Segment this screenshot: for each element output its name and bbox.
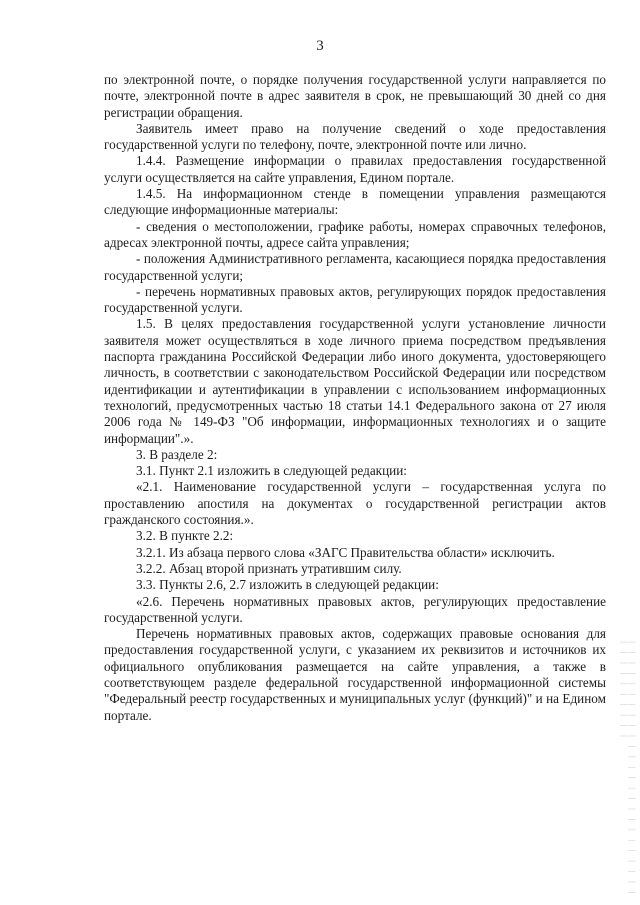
- paragraph: 1.4.5. На информационном стенде в помещении управления размещаются следующие информационные материалы:: [104, 186, 606, 218]
- document-body: [104, 72, 606, 724]
- scan-edge-mark: | | | | | | | | | | | | | | | | | | | | | | | | | | | | | | | | | | |: [620, 640, 636, 896]
- paragraph: Перечень нормативных правовых актов, содержащих правовые основания для предоставления государственной услуги, с указанием их реквизитов и источников их официального опубликования размещается на сайте управления, а также в соответствующем разделе федеральной государственной информационной системы "Федеральный реестр государственных и муниципальных услуг (функций)" и на Едином портале.: [104, 626, 606, 723]
- paragraph: - положения Административного регламента, касающиеся порядка предоставления государственной услуги;: [104, 251, 606, 283]
- paragraph: 3.2.2. Абзац второй признать утратившим силу.: [136, 560, 402, 576]
- paragraph: 3.1. Пункт 2.1 изложить в следующей редакции:: [136, 463, 407, 479]
- paragraph: 1.5. В целях предоставления государственной услуги установление личности заявителя может осуществляться в ходе личного приема посредством предъявления паспорта гражданина Российской Федерации либо иного документа, удостоверяющего личность, в соответствии с законодательством Российской Федерации или посредством идентификации и аутентификации в управлении с использованием информационных технологий, предусмотренных частью 18 статьи 14.1 Федерального закона от 27 июля 2006 года № 149-ФЗ "Об информации, информационных технологиях и о защите информации".».: [104, 316, 606, 446]
- paragraph: Заявитель имеет право на получение сведений о ходе предоставления государственной услуги по телефону, почте, электронной почте или лично.: [104, 120, 606, 153]
- paragraph: - сведения о местоположении, графике работы, номерах справочных телефонов, адресах электронной почты, адресе сайта управления;: [104, 218, 606, 250]
- paragraph: 1.4.4. Размещение информации о правилах предоставления государственной услуги осуществляется на сайте управления, Едином портале.: [104, 153, 606, 185]
- paragraph: - перечень нормативных правовых актов, регулирующих порядок предоставления государственной услуги.: [104, 283, 606, 316]
- paragraph: 3.3. Пункты 2.6, 2.7 изложить в следующей редакции:: [136, 577, 439, 593]
- page-number: 3: [316, 38, 324, 54]
- paragraph: 3.2.1. Из абзаца первого слова «ЗАГС Правительства области» исключить.: [136, 544, 555, 560]
- paragraph: «2.1. Наименование государственной услуги – государственная услуга по проставлению апостиля на документах о государственной регистрации актов гражданского состояния.».: [104, 479, 606, 528]
- paragraph: 3.2. В пункте 2.2:: [136, 528, 234, 544]
- paragraph: по электронной почте, о порядке получения государственной услуги направляется по почте, электронной почте в адрес заявителя в срок, не превышающий 30 дней со дня регистрации обращения.: [104, 72, 606, 120]
- paragraph: «2.6. Перечень нормативных правовых актов, регулирующих предоставление государственной услуги.: [104, 593, 606, 625]
- paragraph: 3. В разделе 2:: [136, 446, 218, 462]
